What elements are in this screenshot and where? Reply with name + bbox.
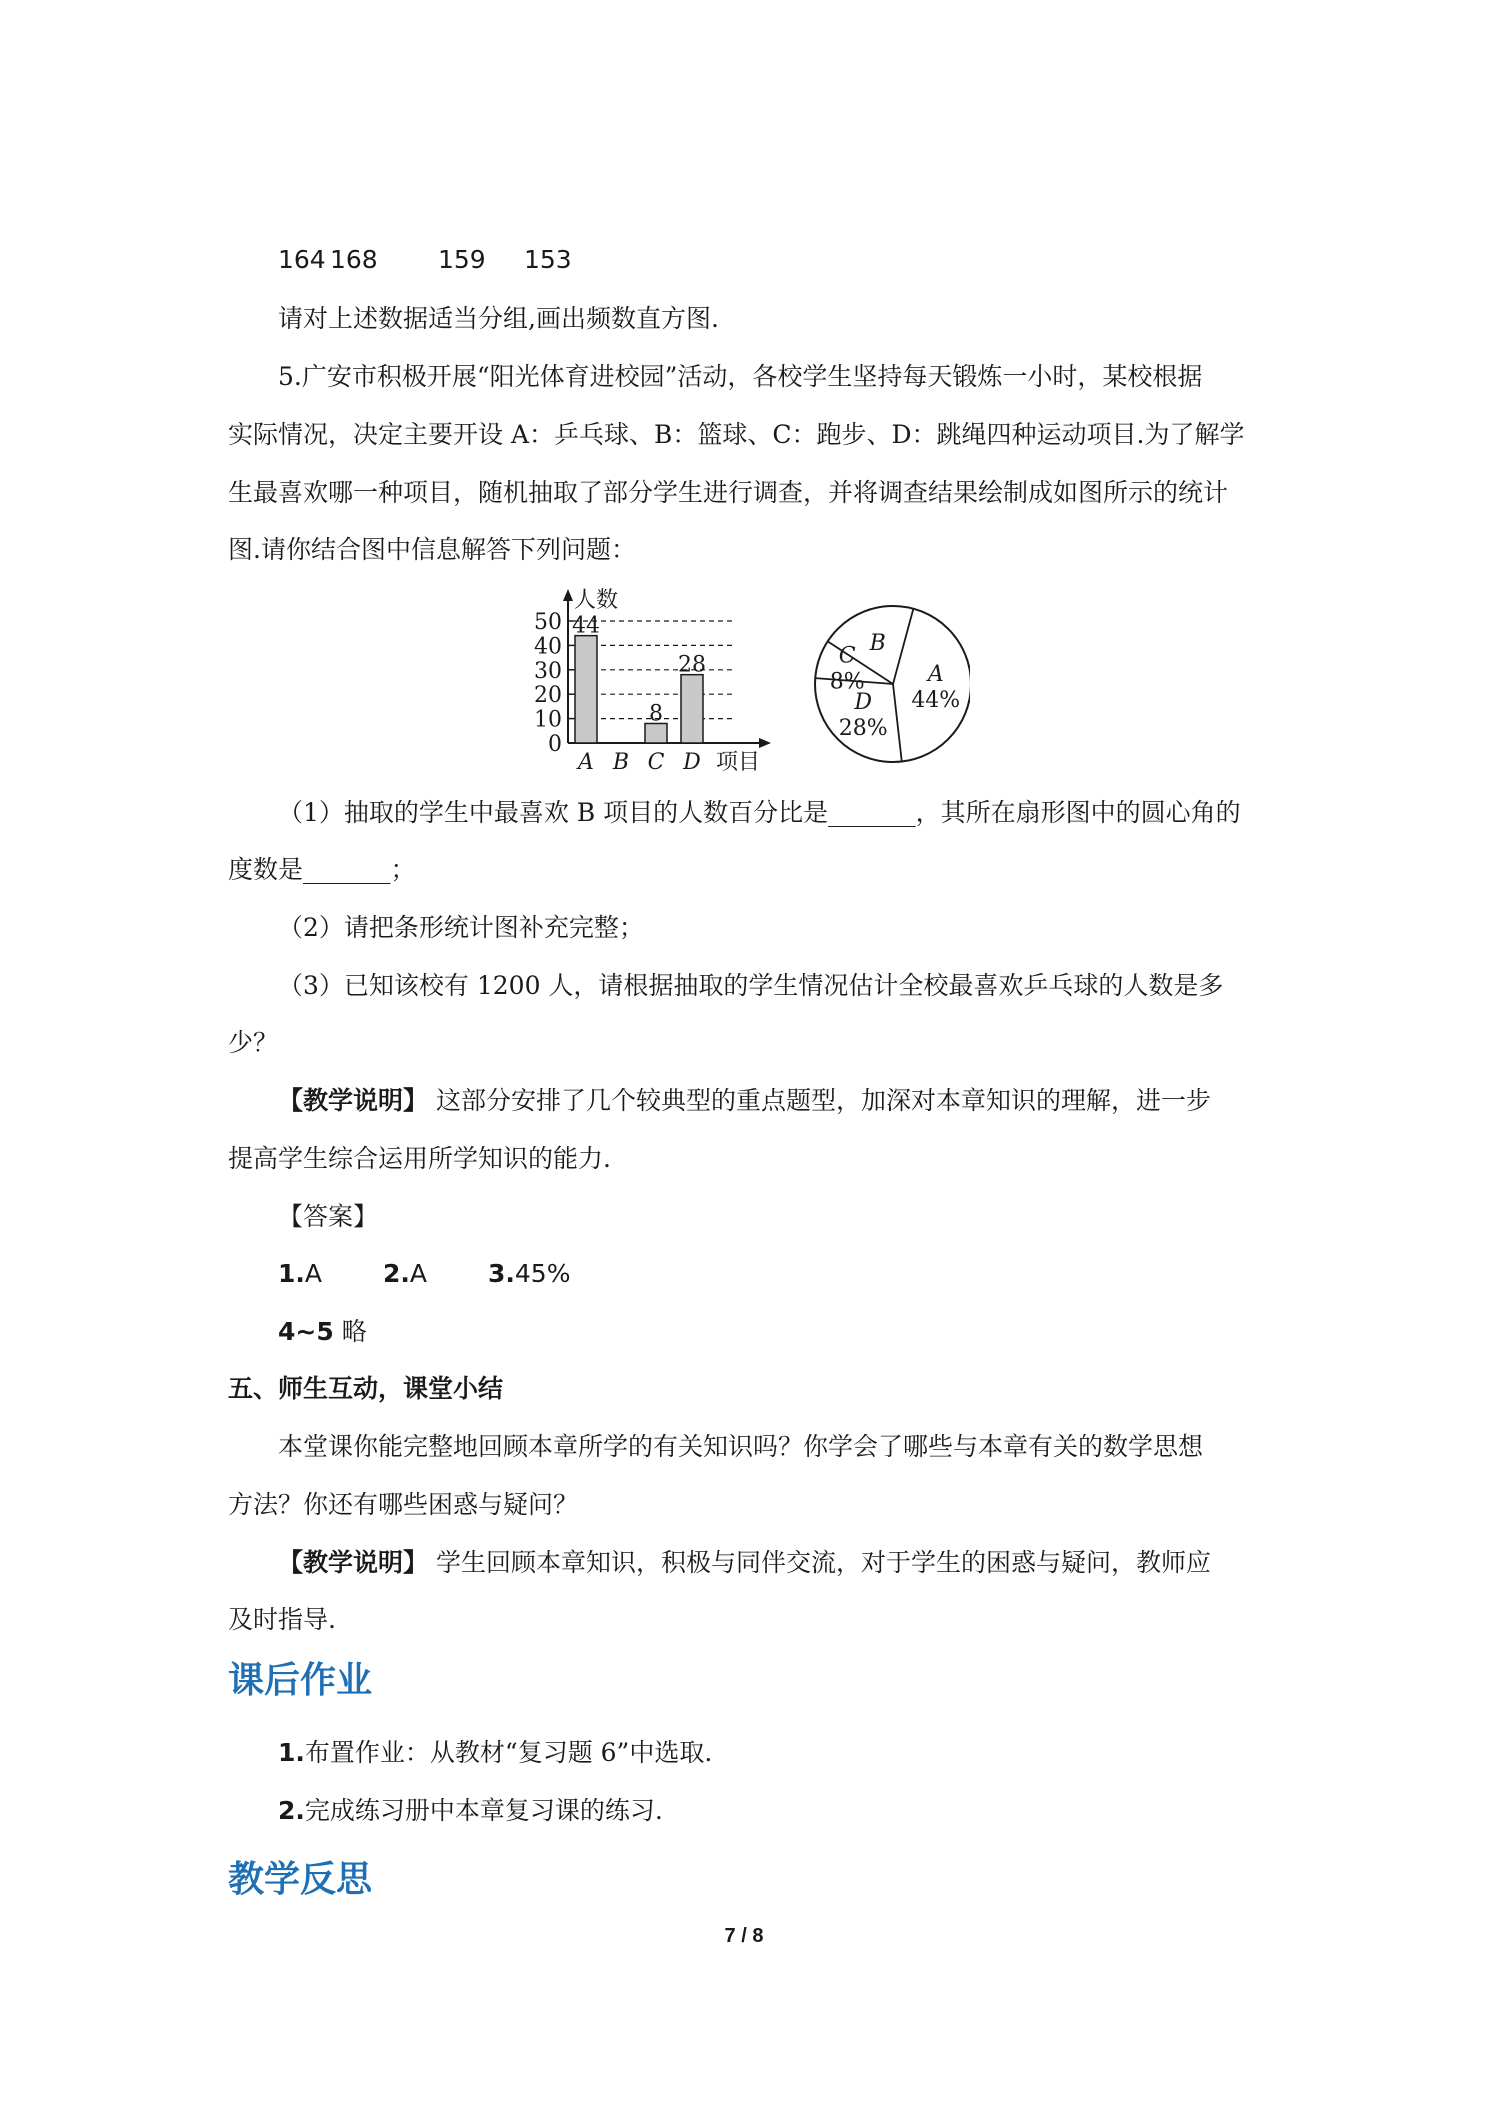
answer-val: 45% bbox=[514, 1259, 571, 1288]
note-label: 【教学说明】 bbox=[278, 1086, 429, 1115]
answer-item bbox=[278, 1256, 383, 1292]
question-5-line: 实际情况，决定主要开设 A：乒乓球、B：篮球、C：跑步、D：跳绳四种运动项目.为了解学 bbox=[228, 420, 1245, 449]
y-tick-label: 0 bbox=[548, 732, 562, 757]
sub-question-3: 少？ bbox=[228, 1028, 279, 1057]
y-axis-label: 人数 bbox=[574, 588, 619, 613]
y-tick-label: 40 bbox=[534, 634, 562, 660]
section-text: 方法？你还有哪些困惑与疑问？ bbox=[228, 1490, 579, 1519]
answer-num: 1. bbox=[278, 1259, 305, 1288]
x-tick-label: D bbox=[683, 750, 701, 775]
sub-question-1: （1）抽取的学生中最喜欢 B 项目的人数百分比是_______，其所在扇形图中的圆心角的 bbox=[278, 798, 1241, 827]
number: 168 bbox=[330, 245, 378, 274]
section-title: 五、师生互动，课堂小结 bbox=[228, 1374, 504, 1403]
homework-num: 1. bbox=[278, 1738, 305, 1767]
question-5-line: 图.请你结合图中信息解答下列问题： bbox=[228, 535, 636, 564]
statistics-figure bbox=[520, 585, 970, 785]
x-tick-label: C bbox=[647, 750, 665, 775]
answer-num: 2. bbox=[383, 1259, 410, 1288]
answer-val: 略 bbox=[333, 1317, 367, 1346]
bar-A bbox=[575, 636, 597, 743]
bar-D bbox=[681, 675, 703, 743]
teaching-note bbox=[278, 1545, 1328, 1581]
pie-percent-C: 8% bbox=[829, 669, 865, 695]
pie-label-B: B bbox=[869, 630, 886, 656]
x-tick-label: A bbox=[578, 750, 594, 775]
homework-num: 2. bbox=[278, 1796, 305, 1825]
question-5-line: 5.广安市积极开展“阳光体育进校园”活动，各校学生坚持每天锻炼一小时，某校根据 bbox=[278, 362, 1203, 391]
note-text: 学生回顾本章知识，积极与同伴交流，对于学生的困惑与疑问，教师应 bbox=[428, 1548, 1211, 1577]
answer-item bbox=[488, 1256, 570, 1292]
number: 159 bbox=[438, 245, 486, 274]
homework-item bbox=[278, 1735, 1328, 1771]
answer-num: 4~5 bbox=[278, 1317, 334, 1346]
answer-num: 3. bbox=[488, 1259, 515, 1288]
reflection-heading: 教学反思 bbox=[228, 1859, 373, 1900]
homework-heading: 课后作业 bbox=[228, 1660, 373, 1701]
data-numbers bbox=[278, 242, 1328, 278]
pie-label-D: D bbox=[854, 689, 873, 715]
number: 153 bbox=[524, 245, 572, 274]
answers-label: 【答案】 bbox=[278, 1202, 379, 1231]
homework-text: 完成练习册中本章复习课的练习. bbox=[304, 1796, 663, 1825]
y-tick-label: 20 bbox=[534, 683, 562, 709]
question-5-line: 生最喜欢哪一种项目，随机抽取了部分学生进行调查，并将调查结果绘制成如图所示的统计 bbox=[228, 478, 1229, 507]
y-axis-arrow bbox=[563, 589, 573, 601]
answers-line-2 bbox=[278, 1314, 1328, 1350]
section-text: 本堂课你能完整地回顾本章所学的有关知识吗？你学会了哪些与本章有关的数学思想 bbox=[278, 1432, 1204, 1461]
x-tick-label: B bbox=[612, 750, 630, 775]
bar-value-label: 44 bbox=[572, 613, 600, 639]
pie-label-C: C bbox=[838, 643, 856, 669]
answers-list bbox=[278, 1256, 1328, 1292]
teaching-note-line: 及时指导. bbox=[228, 1605, 336, 1634]
homework-text: 布置作业：从教材“复习题 6”中选取. bbox=[304, 1738, 713, 1767]
x-axis-arrow bbox=[759, 738, 771, 748]
teaching-note-line: 提高学生综合运用所学知识的能力. bbox=[228, 1144, 611, 1173]
sub-question-1: 度数是_______； bbox=[228, 855, 416, 884]
note-text: 这部分安排了几个较典型的重点题型，加深对本章知识的理解，进一步 bbox=[428, 1086, 1211, 1115]
y-tick-label: 10 bbox=[534, 707, 562, 733]
pie-percent-D: 28% bbox=[838, 715, 888, 741]
y-tick-label: 50 bbox=[534, 610, 562, 635]
homework-item bbox=[278, 1793, 1328, 1829]
note-label: 【教学说明】 bbox=[278, 1548, 429, 1577]
x-axis-label: 项目 bbox=[716, 750, 761, 775]
answer-val: A bbox=[304, 1259, 323, 1288]
teaching-note bbox=[278, 1083, 1328, 1119]
bar-value-label: 28 bbox=[678, 652, 706, 678]
sub-question-3: （3）已知该校有 1200 人，请根据抽取的学生情况估计全校最喜欢乒乓球的人数是多 bbox=[278, 971, 1224, 1000]
pie-percent-A: 44% bbox=[911, 688, 961, 714]
instruction-text: 请对上述数据适当分组,画出频数直方图. bbox=[278, 304, 719, 333]
bar-value-label: 8 bbox=[649, 701, 663, 727]
sub-question-2: （2）请把条形统计图补充完整； bbox=[278, 913, 644, 942]
answer-item bbox=[383, 1256, 488, 1292]
number: 164 bbox=[278, 245, 326, 274]
pie-chart bbox=[815, 606, 970, 762]
bar-chart bbox=[534, 588, 771, 775]
answer-val: A bbox=[409, 1259, 428, 1288]
y-tick-label: 30 bbox=[534, 658, 562, 684]
pie-label-A: A bbox=[927, 662, 944, 688]
page-number: 7 / 8 bbox=[724, 1925, 764, 1947]
